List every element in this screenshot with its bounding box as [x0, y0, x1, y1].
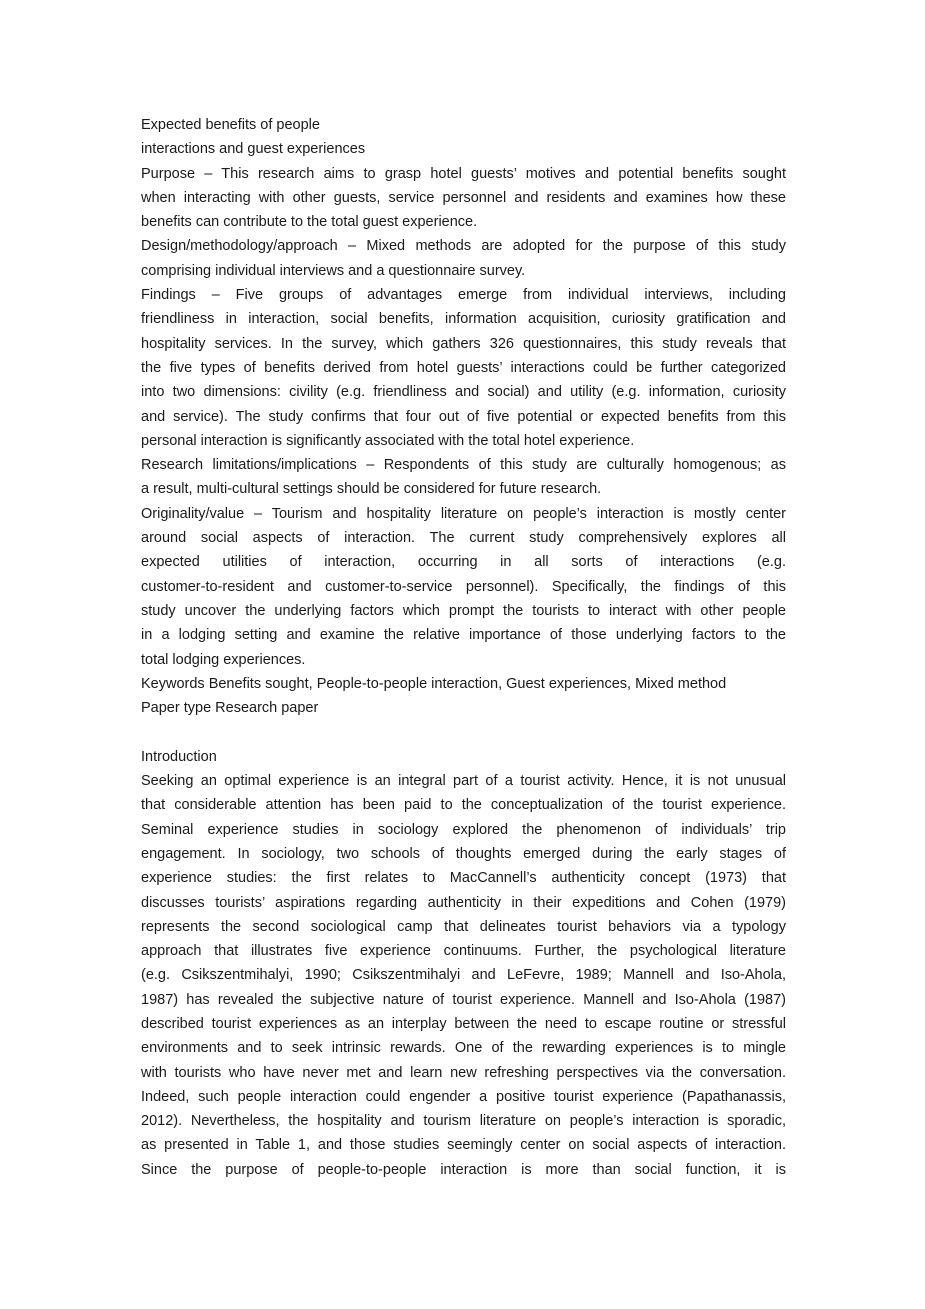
text-line: Keywords Benefits sought, People-to-people interaction, Guest experiences, Mixed method — [141, 675, 727, 692]
text-line: when interacting with other guests, service personnel and residents and examines how these — [141, 189, 786, 206]
text-line: Research limitations/implications – Respondents of this study are culturally homogenous; as — [141, 457, 786, 474]
text-line: represents the second sociological camp that delineates tourist behaviors via a typology — [141, 918, 786, 935]
text-line: 1987) has revealed the subjective nature of tourist experience. Mannell and Iso-Ahola (1987) — [141, 991, 786, 1008]
abstract-paragraph — [141, 453, 786, 502]
text-line: engagement. In sociology, two schools of thoughts emerged during the early stages of — [141, 845, 786, 862]
text-line: expected utilities of interaction, occurring in all sorts of interactions (e.g. — [141, 554, 786, 571]
text-line: Design/methodology/approach – Mixed methods are adopted for the purpose of this study — [141, 238, 786, 255]
text-line: personal interaction is significantly associated with the total hotel experience. — [141, 432, 635, 449]
introduction-body — [141, 769, 786, 1182]
section-heading-introduction: Introduction — [141, 748, 217, 765]
text-line: benefits can contribute to the total guest experience. — [141, 214, 478, 231]
text-line: experience studies: the first relates to MacCannell’s authenticity concept (1973) that — [141, 870, 786, 887]
abstract-paragraph — [141, 696, 786, 720]
text-line: with tourists who have never met and learn new refreshing perspectives via the conversation. — [141, 1064, 786, 1081]
abstract-paragraph — [141, 234, 786, 283]
abstract-paragraph — [141, 672, 786, 696]
text-line: Since the purpose of people-to-people interaction is more than social function, it is — [141, 1161, 786, 1178]
text-line: described tourist experiences as an interplay between the need to escape routine or stressful — [141, 1015, 786, 1032]
text-line: Findings – Five groups of advantages emerge from individual interviews, including — [141, 287, 786, 304]
paper-title — [141, 113, 786, 162]
text-line: Paper type Research paper — [141, 700, 319, 717]
text-line: as presented in Table 1, and those studies seemingly center on social aspects of interaction. — [141, 1137, 786, 1154]
text-line: study uncover the underlying factors which prompt the tourists to interact with other people — [141, 602, 786, 619]
document-page — [141, 113, 786, 1182]
text-line: Purpose – This research aims to grasp hotel guests’ motives and potential benefits sought — [141, 165, 786, 182]
text-line: total lodging experiences. — [141, 651, 306, 668]
text-line: friendliness in interaction, social benefits, information acquisition, curiosity gratification and — [141, 311, 786, 328]
text-line: Seminal experience studies in sociology explored the phenomenon of individuals’ trip — [141, 821, 786, 838]
abstract — [141, 162, 786, 721]
text-line: Seeking an optimal experience is an integral part of a tourist activity. Hence, it is not unusual — [141, 773, 786, 790]
text-line: a result, multi-cultural settings should be considered for future research. — [141, 481, 602, 498]
text-line: in a lodging setting and examine the relative importance of those underlying factors to the — [141, 627, 786, 644]
abstract-paragraph — [141, 283, 786, 453]
text-line: (e.g. Csikszentmihalyi, 1990; Csikszentmihalyi and LeFevre, 1989; Mannell and Iso-Ahola, — [141, 967, 786, 984]
text-line: into two dimensions: civility (e.g. friendliness and social) and utility (e.g. information, curiosity — [141, 384, 786, 401]
spacer — [141, 720, 786, 744]
text-line: customer-to-resident and customer-to-service personnel). Specifically, the findings of this — [141, 578, 786, 595]
text-line: Indeed, such people interaction could engender a positive tourist experience (Papathanassis, — [141, 1088, 786, 1105]
text-line: discusses tourists’ aspirations regarding authenticity in their expeditions and Cohen (1979) — [141, 894, 786, 911]
abstract-paragraph — [141, 162, 786, 235]
text-line: 2012). Nevertheless, the hospitality and tourism literature on people’s interaction is sporadic, — [141, 1113, 786, 1130]
text-line: comprising individual interviews and a questionnaire survey. — [141, 262, 526, 279]
text-line: and service). The study confirms that four out of five potential or expected benefits from this — [141, 408, 786, 425]
text-line: environments and to seek intrinsic rewards. One of the rewarding experiences is to mingle — [141, 1040, 786, 1057]
text-line: that considerable attention has been paid to the conceptualization of the tourist experience. — [141, 797, 786, 814]
text-line: the five types of benefits derived from hotel guests’ interactions could be further categorized — [141, 359, 786, 376]
text-line: Originality/value – Tourism and hospitality literature on people’s interaction is mostly center — [141, 505, 786, 522]
abstract-paragraph — [141, 502, 786, 672]
title-line: Expected benefits of people — [141, 117, 320, 133]
title-line: interactions and guest experiences — [141, 141, 366, 158]
text-line: approach that illustrates five experience continuums. Further, the psychological literature — [141, 943, 786, 960]
text-line: around social aspects of interaction. The current study comprehensively explores all — [141, 530, 786, 547]
text-line: hospitality services. In the survey, which gathers 326 questionnaires, this study reveals that — [141, 335, 786, 352]
